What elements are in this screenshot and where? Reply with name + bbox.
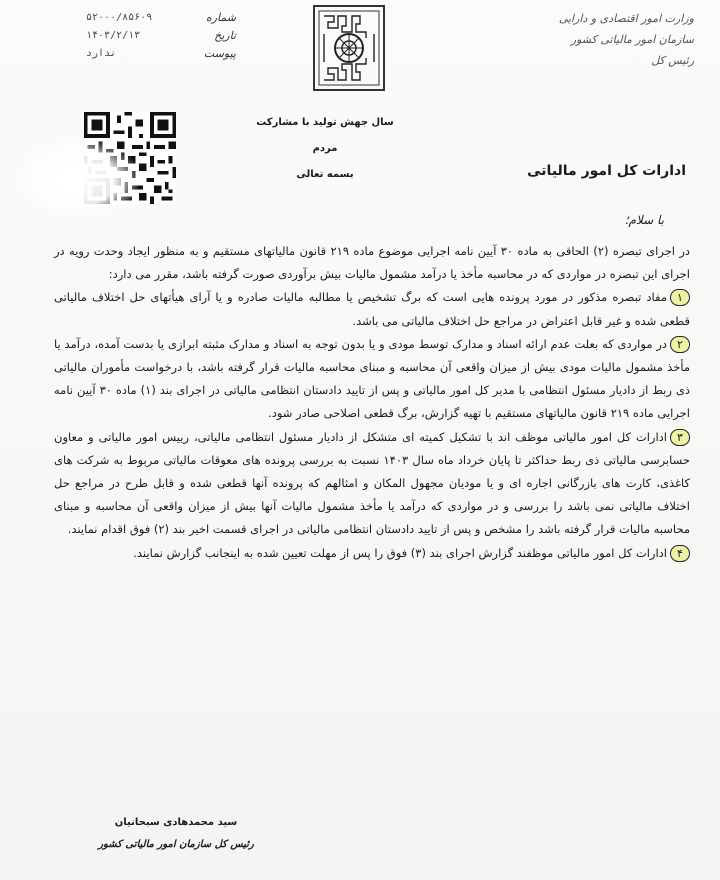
list-item-4 (54, 542, 690, 565)
item-text-3: ادارات کل امور مالیاتی موظف اند با تشکیل کمیته ای متشکل از دادیار مسئول انتظامی مالیاتی، رییس امور مالیاتی و معاون حسابرسی مالیاتی ذی ربط حداکثر تا پایان خرداد ماه سال ۱۴۰۳ نسبت به بررسی پرونده های معوقات مالیاتی مربوط به شرکت های کاغذی، کارت های بازرگانی اجاره ای و یا مودیان مجهول المکان و امثالهم که پرونده آنها قطعی شده و قابل طرح در مراجع حل اختلاف مالیاتی نمی باشد را بررسی و در مواردی که درآمد یا مأخذ مشمول مالیات آنها بیش از میزان واقعی آن محاسبه و مبنای محاسبه مالیات قرار گرفته باشد را مشخص و پس از تایید دادستان انتظامی مالیاتی در اجرای قسمت اخیر بند (۲) فوق اقدام نمایند. (54, 429, 691, 537)
signatory-name: سید محمدهادی سبحانیان (114, 817, 238, 828)
item-number-2: ۲ (670, 336, 690, 353)
list-item-1 (54, 286, 690, 332)
org-ministry: وزارت امور اقتصادی و دارایی (558, 12, 694, 25)
redaction-smudge (18, 140, 138, 220)
organization-header (514, 8, 694, 71)
salutation: با سلام؛ (624, 213, 664, 227)
item-text-1: مفاد تبصره مذکور در مورد پرونده هایی است که برگ تشخیص یا مطالبه مالیات صادره و یا آرای هیأتهای حل اختلاف مالیاتی قطعی شده و غیر قابل اعتراض در مراجع حل اختلاف مالیاتی می باشد. (54, 290, 690, 328)
meta-date-row (86, 26, 236, 44)
item-number-4: ۴ (670, 545, 690, 562)
item-number-3: ۳ (670, 429, 690, 446)
org-office: رئیس کل (651, 54, 694, 67)
emblem-logo (312, 4, 386, 92)
number-value: ۵۲۰۰۰/۸۵۶۰۹ (86, 11, 153, 23)
bismillah: بسمه تعالی (296, 169, 354, 180)
signatory-title: رئیس کل سازمان امور مالیاتی کشور (98, 839, 254, 850)
meta-attachment-row (86, 44, 236, 62)
item-number-1: ۱ (670, 289, 690, 306)
meta-number-row (86, 8, 236, 26)
org-agency: سازمان امور مالیاتی کشور (570, 33, 694, 46)
number-label: شماره (205, 10, 236, 24)
date-label: تاریخ (214, 28, 236, 42)
item-text-4: ادارات کل امور مالیاتی موظفند گزارش اجرای بند (۳) فوق را پس از مهلت تعیین شده به اینجانب گزارش نمایند. (133, 545, 667, 560)
letter-body (54, 240, 690, 565)
attachment-label: پیوست (203, 46, 236, 60)
item-text-2: در مواردی که بعلت عدم ارائه اسناد و مدارک توسط مودی و یا بدون توجه به اسناد و مدارک مثبته ابرازی یا بدست آمده، درآمد یا مأخذ مشمول مالیات مودی بیش از میزان واقعی آن محاسبه و مبنای محاسبه مالیات قرار گرفته باشد، با درخواست مأموران مالیاتی ذی ربط از دادیار مسئول انتظامی با مدیر کل امور مالیاتی و پس از تایید دادستان انتظامی مالیاتی در اجرای بند (۱) ماده ۳۰ آیین نامه اجرایی ماده ۲۱۹ قانون مالیاتهای مستقیم با تهیه گزارش، برگ قطعی اصلاحی صادر شود. (54, 336, 691, 421)
intro-paragraph: در اجرای تبصره (۲) الحاقی به ماده ۳۰ آیین نامه اجرایی موضوع ماده ۲۱۹ قانون مالیاتهای مستقیم و به منظور ایجاد وحدت رویه در اجرای این تبصره در مواردی که در محاسبه مأخذ یا درآمد مشمول مالیات بیش برآوردی صورت گرفته باشد، مقرر می دارد: (54, 244, 691, 282)
recipient: ادارات کل امور مالیاتی (527, 163, 686, 179)
signature-block (86, 812, 266, 856)
list-item-3 (54, 426, 690, 542)
attachment-value: ندارد (86, 47, 117, 59)
list-item-2 (54, 333, 690, 426)
letter-slogan (250, 110, 400, 188)
letter-meta (86, 8, 236, 62)
year-motto: سال جهش تولید با مشارکت مردم (256, 117, 394, 154)
date-value: ۱۴۰۳/۲/۱۳ (86, 29, 141, 41)
